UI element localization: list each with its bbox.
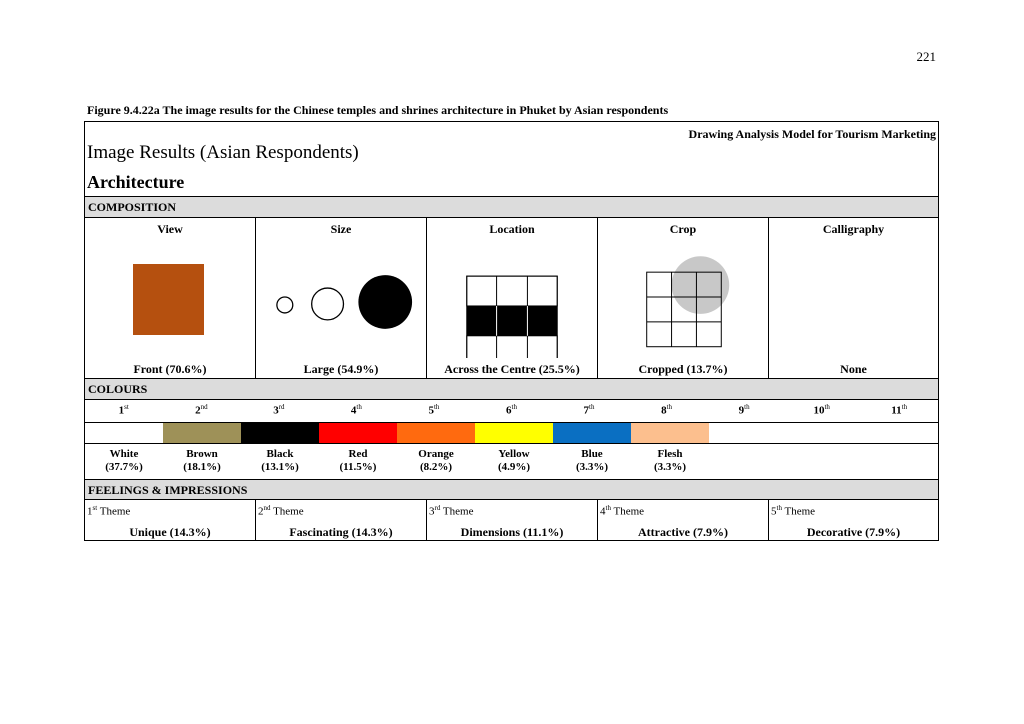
colour-label: Yellow (4.9%) — [497, 448, 531, 473]
location-heading: Location — [489, 222, 535, 236]
crop-circle — [672, 256, 730, 314]
colour-label: Red (11.5%) — [339, 448, 377, 473]
composition-size-cell — [256, 218, 427, 378]
colour-swatch — [163, 423, 241, 443]
theme-value: Attractive (7.9%) — [638, 525, 728, 539]
theme-value: Fascinating (14.3%) — [289, 525, 393, 539]
colour-label: Black (13.1%) — [261, 448, 299, 473]
size-heading: Size — [330, 222, 352, 236]
subject-title: Architecture — [87, 172, 185, 192]
colour-rank: 1st — [118, 403, 129, 417]
calligraphy-heading: Calligraphy — [822, 222, 885, 236]
composition-row — [85, 218, 938, 378]
colour-rank: 9th — [738, 403, 750, 417]
crop-heading: Crop — [669, 222, 697, 236]
colour-label: Orange (8.2%) — [418, 448, 454, 473]
medium-circle — [312, 288, 344, 320]
colour-swatch — [85, 423, 163, 443]
colour-rank: 11th — [891, 403, 908, 417]
colour-swatch — [475, 423, 553, 443]
results-frame — [84, 121, 939, 541]
colours-band: COLOURS — [85, 378, 938, 400]
colour-rank: 10th — [813, 403, 830, 417]
composition-view-cell — [85, 218, 256, 378]
colour-rank: 3rd — [273, 403, 285, 417]
composition-crop-cell — [598, 218, 769, 378]
theme-cell — [85, 500, 256, 541]
colour-label: Flesh (3.3%) — [653, 448, 687, 473]
colour-rank-row — [85, 400, 938, 422]
size-graphic — [256, 240, 426, 358]
colour-swatch-row — [85, 422, 938, 444]
colour-swatch — [397, 423, 475, 443]
theme-value: Decorative (7.9%) — [806, 525, 901, 539]
theme-value: Unique (14.3%) — [129, 525, 211, 539]
colour-swatch — [319, 423, 397, 443]
colour-label: Blue (3.3%) — [575, 448, 609, 473]
location-value: Across the Centre (25.5%) — [444, 362, 580, 376]
centre-band — [467, 306, 557, 336]
results-title: Image Results (Asian Respondents) — [87, 142, 359, 163]
theme-cell — [256, 500, 427, 541]
composition-band: COMPOSITION — [85, 196, 938, 218]
small-circle — [277, 297, 293, 313]
crop-graphic — [598, 240, 768, 358]
theme-cell — [427, 500, 598, 541]
theme-value: Dimensions (11.1%) — [460, 525, 564, 539]
colour-label-row — [85, 447, 938, 479]
location-graphic — [427, 240, 597, 358]
colour-rank: 6th — [506, 403, 517, 417]
theme-label: 5th Theme — [771, 504, 816, 518]
theme-label: 2nd Theme — [258, 504, 304, 518]
colour-rank: 5th — [428, 403, 440, 417]
theme-label: 4th Theme — [600, 504, 645, 518]
colour-swatch — [631, 423, 709, 443]
colour-rank: 2nd — [195, 403, 208, 417]
calligraphy-value: None — [840, 362, 867, 376]
theme-label: 3rd Theme — [429, 504, 474, 518]
colour-label: White (37.7%) — [105, 448, 143, 473]
colour-rank: 7th — [583, 403, 595, 417]
colour-label: Brown (18.1%) — [183, 448, 221, 473]
view-value: Front (70.6%) — [133, 362, 207, 376]
figure-caption: Figure 9.4.22a The image results for the Chinese temples and shrines architecture in Phuket by Asian respondents — [87, 103, 669, 117]
front-view-swatch — [133, 264, 204, 335]
colour-rank: 8th — [661, 403, 673, 417]
colour-swatch — [241, 423, 319, 443]
view-heading: View — [157, 222, 183, 236]
crop-value: Cropped (13.7%) — [638, 362, 728, 376]
colour-swatch — [553, 423, 631, 443]
theme-cell — [598, 500, 769, 541]
theme-row — [85, 500, 938, 541]
composition-calligraphy-cell — [769, 218, 938, 378]
large-circle — [358, 275, 412, 329]
page-number: 221 — [916, 49, 936, 64]
colour-rank: 4th — [350, 403, 362, 417]
theme-label: 1st Theme — [87, 504, 131, 518]
composition-location-cell — [427, 218, 598, 378]
results-header — [85, 122, 938, 196]
feelings-band: FEELINGS & IMPRESSIONS — [85, 479, 938, 500]
model-name: Drawing Analysis Model for Tourism Marketing — [688, 127, 936, 141]
view-graphic — [85, 240, 255, 358]
theme-cell — [769, 500, 938, 541]
size-value: Large (54.9%) — [303, 362, 379, 376]
